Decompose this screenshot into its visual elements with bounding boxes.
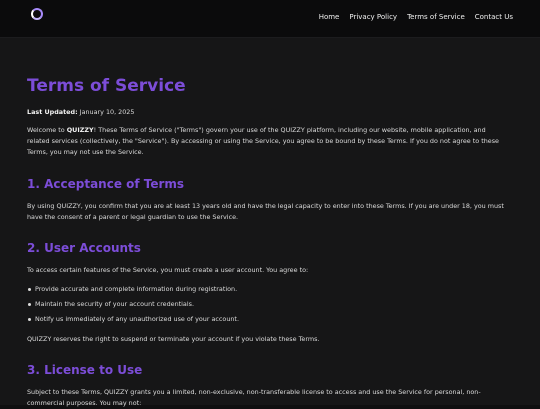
main-content-area (0, 38, 540, 405)
list-item: Provide accurate and complete information during registration. (27, 284, 507, 299)
section-heading-user-accounts: 2. User Accounts (27, 241, 141, 255)
page-title: Terms of Service (27, 76, 186, 96)
list-item: Notify us immediately of any unauthorized use of your account. (27, 314, 507, 329)
nav-link-privacy-policy[interactable]: Privacy Policy (349, 13, 398, 21)
top-navbar (0, 0, 540, 38)
section-heading-license: 3. License to Use (27, 363, 143, 377)
intro-brand: QUIZZY (66, 126, 94, 134)
section-heading-acceptance: 1. Acceptance of Terms (27, 177, 185, 191)
nav-links (319, 13, 513, 21)
last-updated-date: January 10, 2025 (79, 108, 135, 116)
section-text-acceptance: By using QUIZZY, you confirm that you are at least 13 years old and have the legal capacity to enter into these Terms. If you are under 18, you must have the consent of a parent or legal guardian to use the Service. (27, 202, 504, 221)
section-text-license: Subject to these Terms, QUIZZY grants you a limited, non-exclusive, non-transferable license to access and use the Service for personal, non-commercial purposes. You may not: (27, 388, 481, 407)
nav-link-terms-of-service[interactable]: Terms of Service (407, 13, 465, 21)
section-intro-user-accounts: To access certain features of the Service, you must create a user account. You agree to: (27, 266, 309, 274)
quizzy-logo-icon[interactable] (31, 8, 43, 20)
user-accounts-list (27, 284, 507, 329)
last-updated-label: Last Updated: (27, 108, 78, 116)
section-outro-user-accounts: QUIZZY reserves the right to suspend or terminate your account if you violate these Terms. (27, 335, 320, 343)
nav-link-home[interactable]: Home (318, 13, 340, 21)
intro-prefix: Welcome to (27, 126, 65, 134)
intro-paragraph (27, 125, 507, 158)
nav-link-contact-us[interactable]: Contact Us (474, 13, 513, 21)
intro-body: ! These Terms of Service ("Terms") govern your use of the QUIZZY platform, including our website, mobile application, and related services (collectively, the "Service"). By accessing or using the Service, you agree to be bound by these Terms. If you do not agree to these Terms, you may not use the Service. (27, 126, 499, 156)
list-item: Maintain the security of your account credentials. (27, 299, 507, 314)
last-updated (27, 107, 507, 118)
